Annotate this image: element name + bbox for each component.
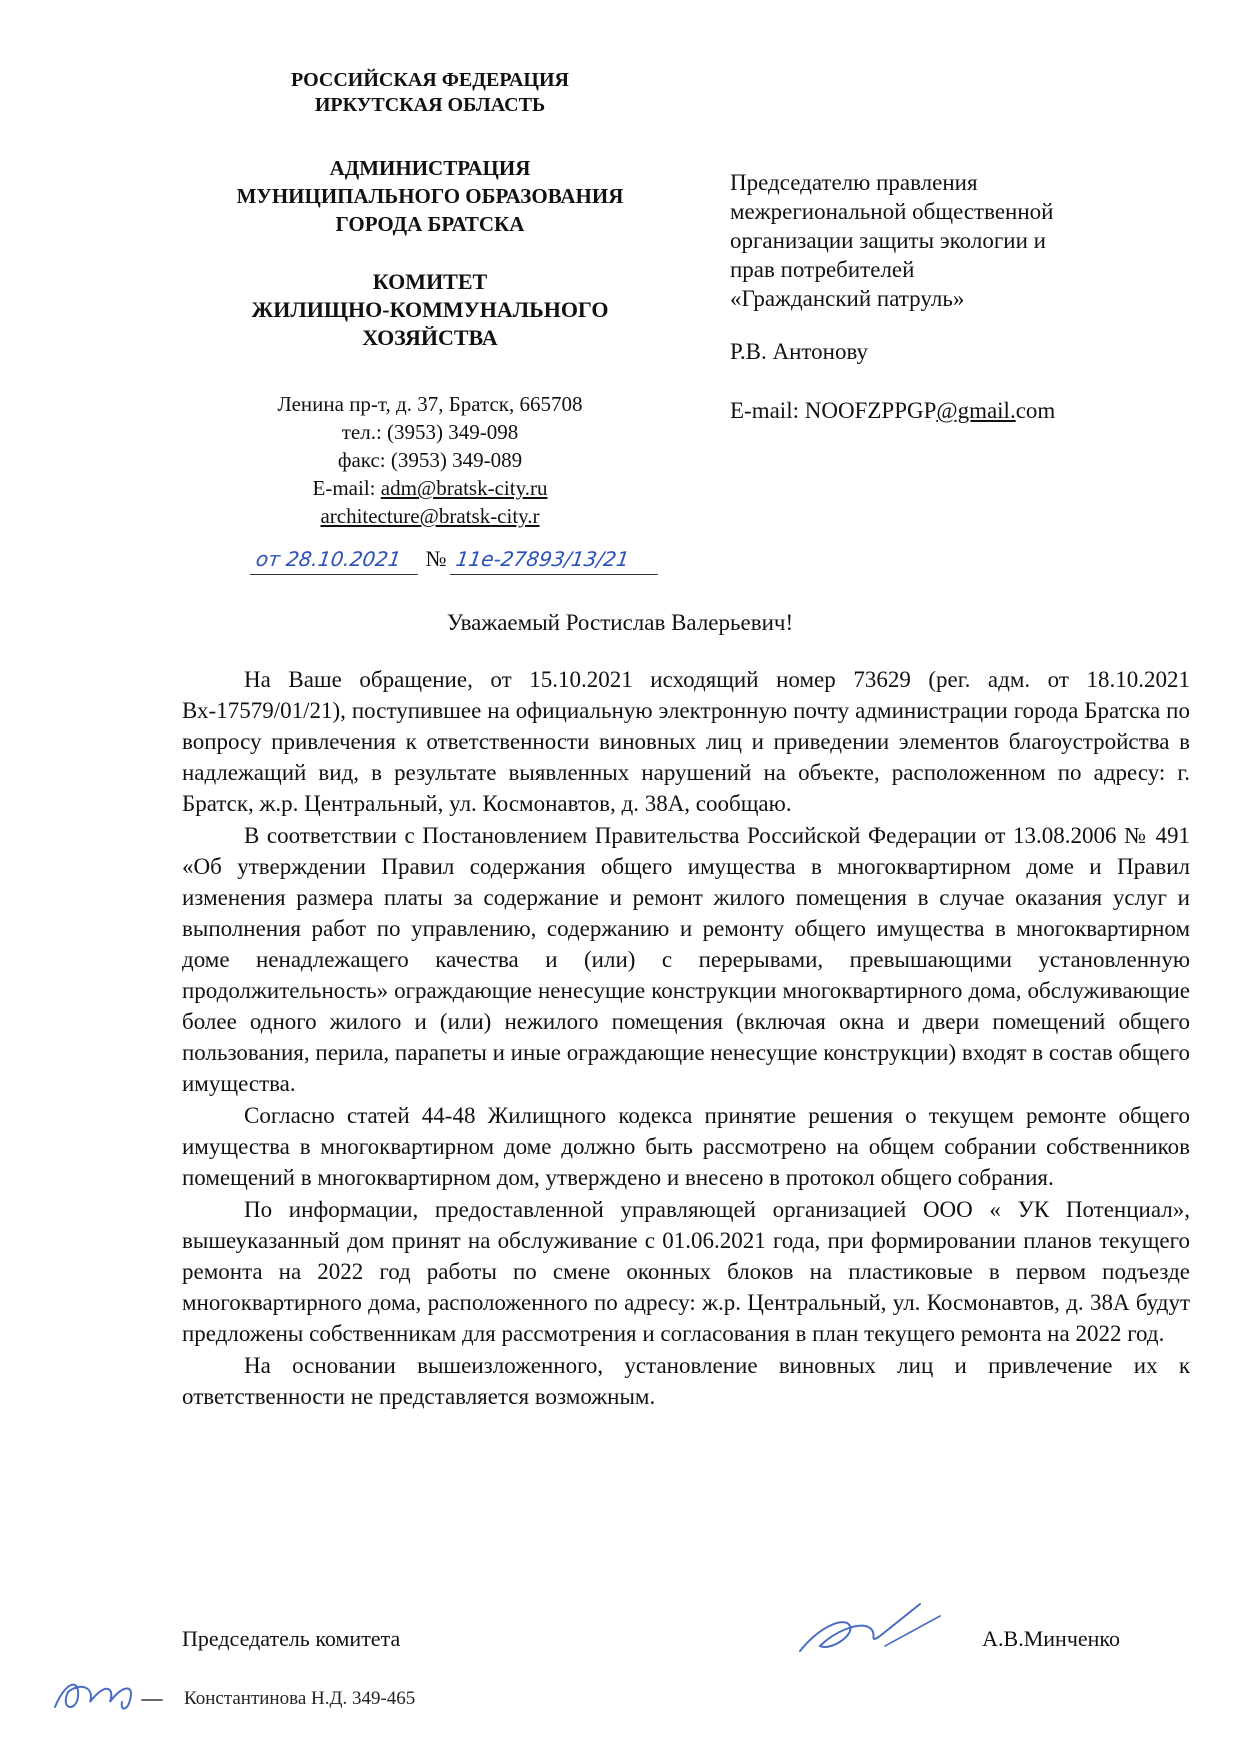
sender-header xyxy=(200,68,660,530)
addressee-line: межрегиональной общественной xyxy=(730,199,1054,224)
sender-email-row xyxy=(200,474,660,502)
body-paragraph: На Ваше обращение, от 15.10.2021 исходящий номер 73629 (рег. адм. от 18.10.2021 Вх-17579/01/21), поступившее на официальную электронную почту администрации города Братска по вопросу привлечения к ответственности виновных лиц и приведении элементов благоустройства в надлежащий вид, в результате выявленных нарушений на объекте, расположенном по адресу: г. Братск, ж.р. Центральный, ул. Космонавтов, д. 38А, сообщаю. xyxy=(182,667,1190,816)
committee-line-1: КОМИТЕТ xyxy=(372,269,488,294)
body-paragraph: Согласно статей 44-48 Жилищного кодекса принятие решения о текущем ремонте общего имущества в многоквартирном доме должно быть рассмотрено на общем собрании собственников помещений в многоквартирном дом, утверждено и внесено в протокол общего собрания. xyxy=(182,1103,1190,1190)
administration-line-1: АДМИНИСТРАЦИЯ xyxy=(329,156,531,180)
country-region xyxy=(200,68,660,118)
body-paragraph: На основании вышеизложенного, установление виновных лиц и привлечение их к ответственности не представляется возможным. xyxy=(182,1353,1190,1409)
administration-line-3: ГОРОДА БРАТСКА xyxy=(335,212,525,236)
handwritten-date: от 28.10.2021 xyxy=(250,544,422,575)
signature-block xyxy=(182,1625,1190,1665)
signer-position: Председатель комитета xyxy=(182,1626,401,1651)
addressee-block xyxy=(730,168,1160,425)
addressee-email-end: com xyxy=(1015,398,1056,423)
addressee-line: организации защиты экологии и xyxy=(730,228,1046,253)
signer-name: А.В.Минченко xyxy=(982,1626,1120,1651)
addressee-email-row xyxy=(730,396,1160,425)
number-sign: № xyxy=(425,546,447,571)
letter-body xyxy=(182,664,1190,1413)
addressee-email-link[interactable]: @gmail. xyxy=(936,398,1016,423)
country-line: РОССИЙСКАЯ ФЕДЕРАЦИЯ xyxy=(290,69,569,91)
sender-address: Ленина пр-т, д. 37, Братск, 665708 xyxy=(277,392,583,416)
sender-contacts xyxy=(200,390,660,530)
administration-name xyxy=(200,154,660,238)
region-line: ИРКУТСКАЯ ОБЛАСТЬ xyxy=(314,94,546,116)
administration-line-2: МУНИЦИПАЛЬНОГО ОБРАЗОВАНИЯ xyxy=(236,184,624,208)
sender-email2-link[interactable]: architecture@bratsk-city.r xyxy=(320,504,540,528)
sender-phone: тел.: (3953) 349-098 xyxy=(341,420,519,444)
committee-name xyxy=(200,268,660,352)
body-paragraph: По информации, предоставленной управляющей организацией ООО « УК Потенциал», вышеуказанный дом принят на обслуживание с 01.06.2021 года, при формировании планов текущего ремонта на 2022 год работы по смене оконных блоков на пластиковые в первом подъезде многоквартирного дома, расположенного по адресу: ж.р. Центральный, ул. Космонавтов, д. 38А будут предложены собственникам для рассмотрения и согласования в план текущего ремонта на 2022 год. xyxy=(182,1197,1190,1346)
sender-email2-row xyxy=(200,502,660,530)
handwritten-reg-number: 11е-27893/13/21 xyxy=(450,544,662,575)
addressee-line: Председателю правления xyxy=(730,170,978,195)
email-label: E-mail: xyxy=(312,476,381,500)
registration-line xyxy=(252,544,722,575)
salutation: Уважаемый Ростислав Валерьевич! xyxy=(446,610,794,635)
addressee-name: Р.В. Антонову xyxy=(730,339,869,364)
body-paragraph: В соответствии с Постановлением Правительства Российской Федерации от 13.08.2006 № 491 «Об утверждении Правил содержания общего имущества в многоквартирном доме и Правил изменения размера платы за содержание и ремонт жилого помещения в случае оказания услуг и выполнения работ по управлению, содержанию и ремонту общего имущества в многоквартирном доме ненадлежащего качества и (или) с перерывами, превышающими установленную продолжительность» ограждающие ненесущие конструкции многоквартирного дома, обслуживающие более одного жилого и (или) нежилого помещения (включая окна и двери помещений общего пользования, перила, парапеты и иные ограждающие ненесущие конструкции) входят в состав общего имущества. xyxy=(182,823,1190,1096)
sender-email-link[interactable]: adm@bratsk-city.ru xyxy=(380,476,548,500)
addressee-email-start: E-mail: NOOFZPPGP xyxy=(730,398,937,423)
sender-fax: факс: (3953) 349-089 xyxy=(337,448,523,472)
executor-line: Константинова Н.Д. 349-465 xyxy=(184,1688,416,1709)
addressee-line: «Гражданский патруль» xyxy=(730,286,965,311)
committee-line-2: ЖИЛИЩНО-КОММУНАЛЬНОГО xyxy=(251,297,609,322)
committee-line-3: ХОЗЯЙСТВА xyxy=(362,325,498,350)
handwritten-initials xyxy=(50,1662,170,1722)
addressee-line: прав потребителей xyxy=(730,257,915,282)
